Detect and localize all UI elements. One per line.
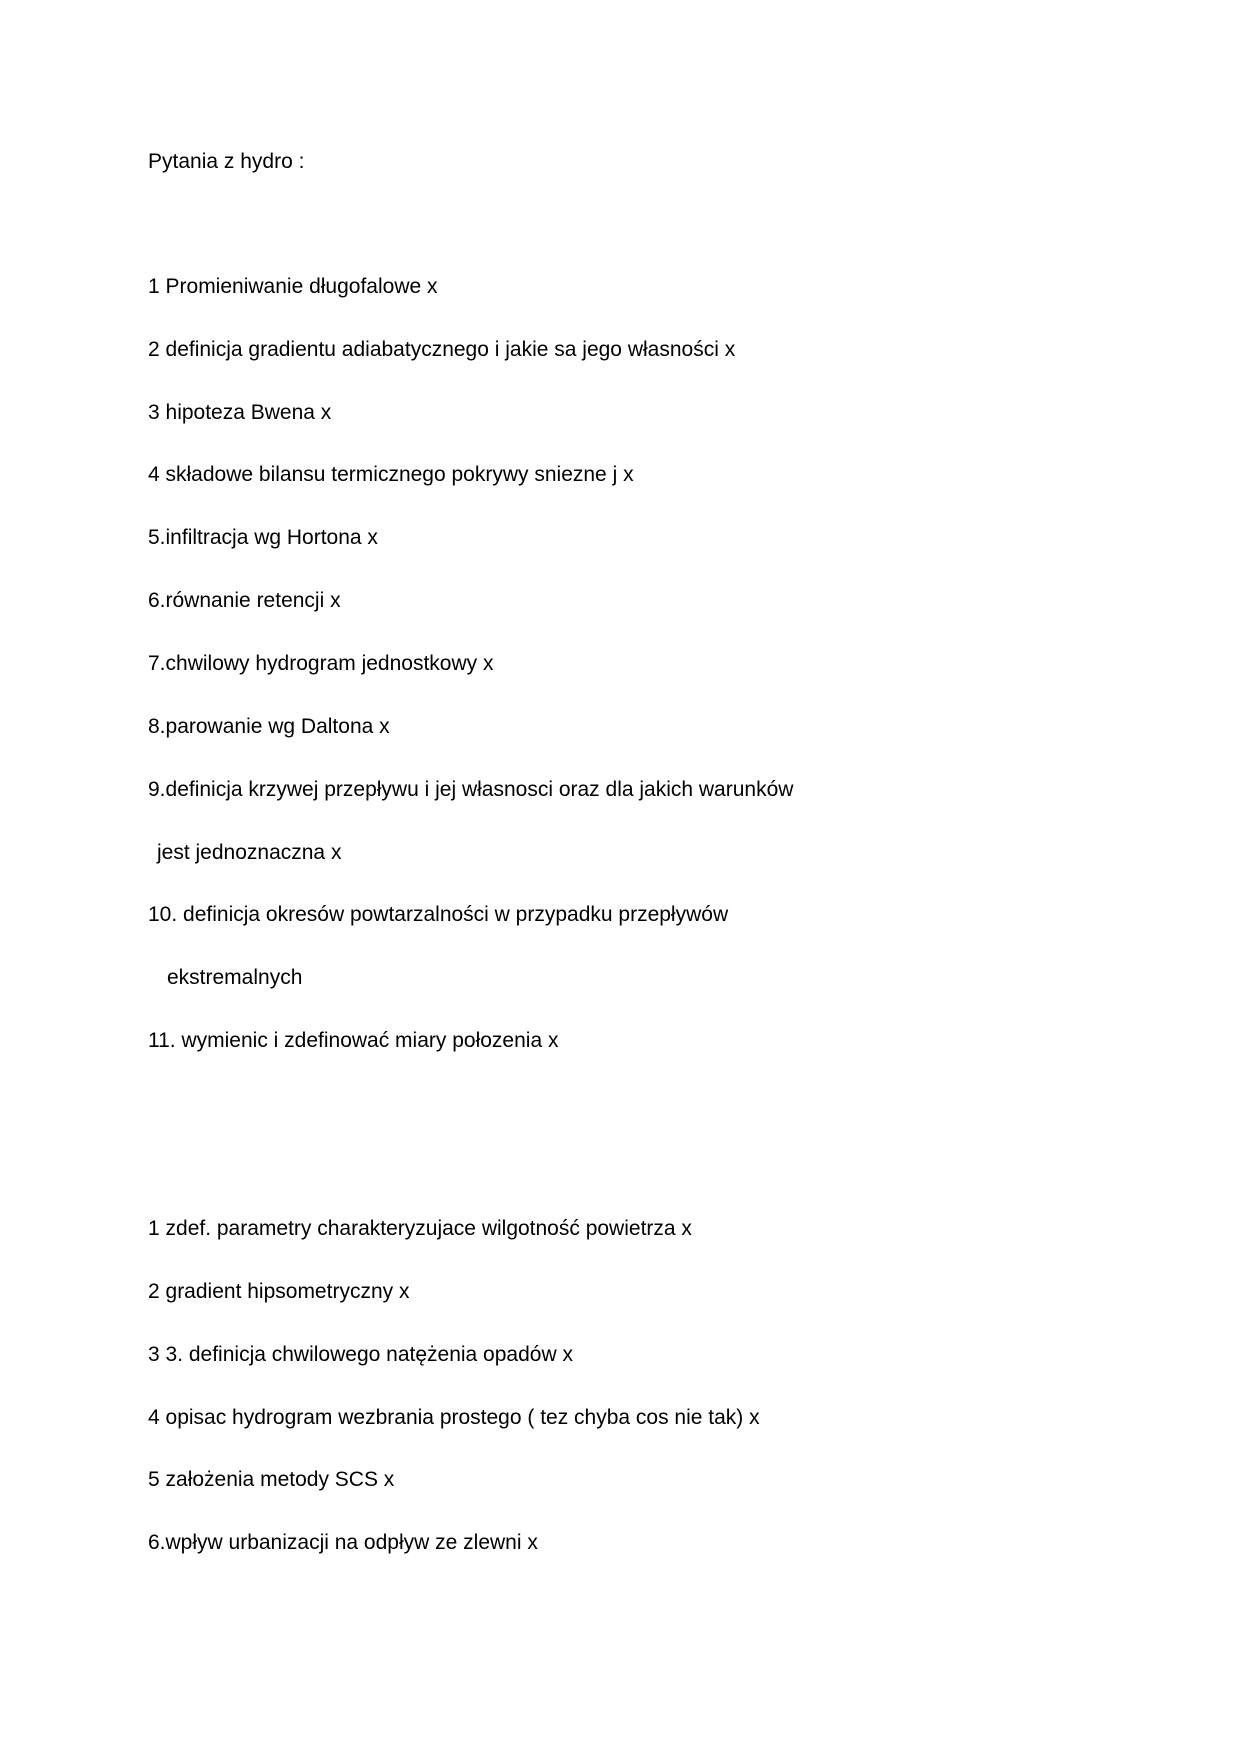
question-1-6: 6.równanie retencji x: [148, 589, 341, 612]
question-1-11: 11. wymienic i zdefinować miary połozenia x: [148, 1029, 559, 1052]
question-1-7: 7.chwilowy hydrogram jednostkowy x: [148, 652, 494, 675]
question-1-9: 9.definicja krzywej przepływu i jej własnosci oraz dla jakich warunków: [148, 778, 794, 801]
question-1-10-continuation: ekstremalnych: [167, 966, 303, 989]
question-1-8: 8.parowanie wg Daltona x: [148, 715, 390, 738]
question-2-5: 5 założenia metody SCS x: [148, 1468, 395, 1491]
question-2-1: 1 zdef. parametry charakteryzujace wilgotność powietrza x: [148, 1217, 692, 1240]
question-1-1: 1 Promieniwanie długofalowe x: [148, 275, 438, 298]
question-1-3: 3 hipoteza Bwena x: [148, 401, 332, 424]
question-1-10: 10. definicja okresów powtarzalności w przypadku przepływów: [148, 903, 729, 926]
question-1-5: 5.infiltracja wg Hortona x: [148, 526, 378, 549]
question-2-3: 3 3. definicja chwilowego natężenia opadów x: [148, 1343, 573, 1366]
question-2-6: 6.wpływ urbanizacji na odpływ ze zlewni x: [148, 1531, 538, 1554]
question-2-4: 4 opisac hydrogram wezbrania prostego ( tez chyba cos nie tak) x: [148, 1406, 760, 1429]
question-1-2: 2 definicja gradientu adiabatycznego i jakie sa jego własności x: [148, 338, 736, 361]
question-1-9-continuation: jest jednoznaczna x: [157, 841, 342, 864]
document-title: Pytania z hydro :: [148, 150, 305, 173]
question-1-4: 4 składowe bilansu termicznego pokrywy sniezne j x: [148, 463, 634, 486]
question-2-2: 2 gradient hipsometryczny x: [148, 1280, 410, 1303]
